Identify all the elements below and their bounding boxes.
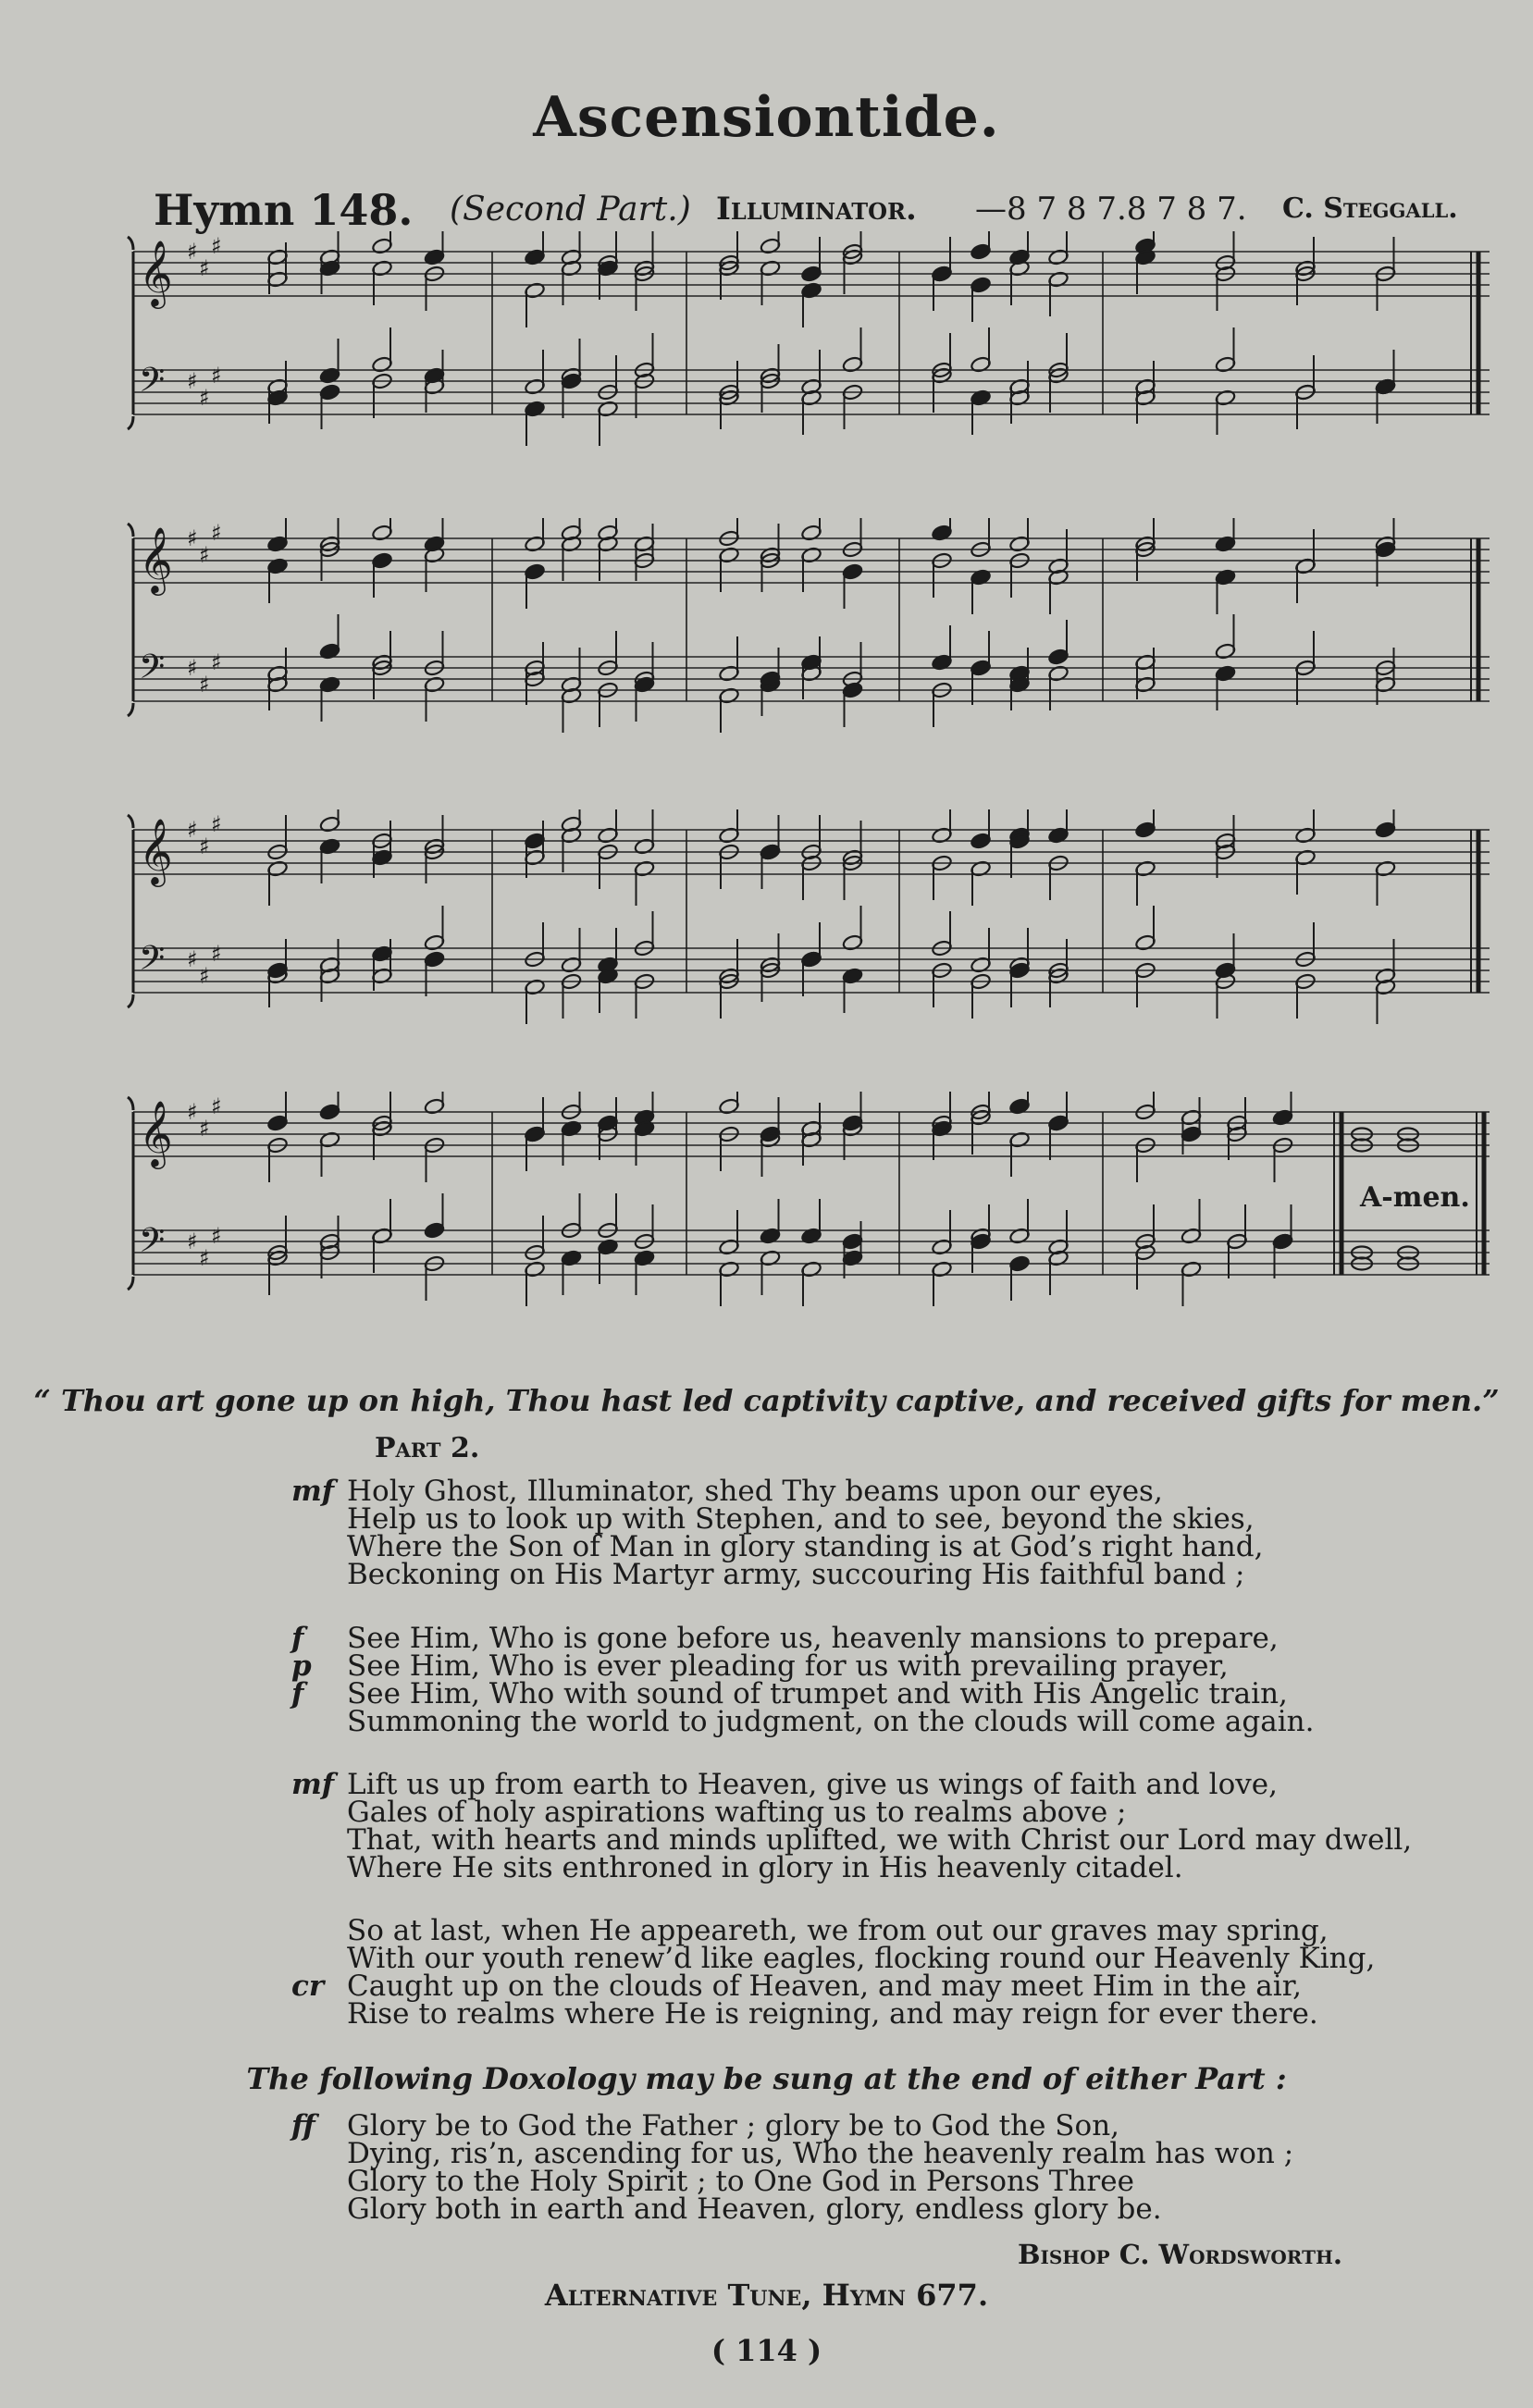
- dynamic-marking: f: [291, 1677, 304, 1710]
- verse-text: Lift us up from earth to Heaven, give us wings of faith and love,: [347, 1768, 1278, 1801]
- dynamic-marking: p: [291, 1649, 312, 1683]
- sharp-icon: ♯: [199, 1116, 210, 1142]
- meter: —8 7 8 7.8 7 8 7.: [975, 191, 1247, 228]
- verse-text: Beckoning on His Martyr army, succouring His faithful band ;: [347, 1558, 1245, 1591]
- verse-text: Glory to the Holy Spirit ; to One God in Persons Three: [347, 2165, 1134, 2198]
- sharp-icon: ♯: [199, 1245, 210, 1271]
- verse-4: [291, 1914, 1457, 2031]
- tune-name: Illuminator.: [716, 191, 917, 228]
- verse-text: Dying, ris’n, ascending for us, Who the heavenly realm has won ;: [347, 2137, 1294, 2170]
- verse-text: With our youth renew’d like eagles, flocking round our Heavenly King,: [347, 1942, 1376, 1975]
- verse-text: Where He sits enthroned in glory in His heavenly citadel.: [347, 1851, 1183, 1884]
- brace-icon: [128, 524, 133, 537]
- score-svg: [122, 809, 1501, 1059]
- music-system-4: [122, 1092, 1501, 1341]
- treble-clef-icon: 𝄞: [139, 817, 173, 884]
- verse-line: [291, 2192, 1457, 2226]
- sharp-icon: ♯: [211, 941, 222, 967]
- sharp-icon: ♯: [199, 672, 210, 698]
- music-system-1: [122, 231, 1501, 481]
- page-title: Ascensiontide.: [533, 85, 1000, 150]
- verse-text: So at last, when He appeareth, we from out our graves may spring,: [347, 1914, 1329, 1947]
- verse-2: [291, 1622, 1457, 1738]
- part-label: Part 2.: [375, 1432, 480, 1464]
- verse-line: [291, 1622, 1457, 1655]
- verse-text: Holy Ghost, Illuminator, shed Thy beams upon our eyes,: [347, 1475, 1163, 1508]
- dynamic-marking: mf: [291, 1475, 335, 1508]
- dynamic-marking: ff: [291, 2109, 315, 2143]
- hymn-number: Hymn 148.: [154, 185, 414, 235]
- verse-text: Caught up on the clouds of Heaven, and may meet Him in the air,: [347, 1970, 1302, 2003]
- verse-line: [291, 1997, 1457, 2031]
- sharp-icon: ♯: [187, 525, 198, 551]
- sharp-icon: ♯: [187, 817, 198, 843]
- verse-line: [291, 1677, 1457, 1710]
- music-system-3: [122, 809, 1501, 1059]
- verse-text: Summoning the world to judgment, on the clouds will come again.: [347, 1705, 1315, 1738]
- brace-icon: [128, 237, 133, 250]
- bass-clef-icon: 𝄢: [139, 939, 166, 986]
- composer: C. Steggall.: [1282, 192, 1458, 225]
- brace-icon: [128, 1277, 133, 1290]
- treble-clef-icon: 𝄞: [139, 525, 173, 593]
- dynamic-marking: mf: [291, 1768, 335, 1801]
- author-credit: Bishop C. Wordsworth.: [1018, 2239, 1342, 2270]
- sharp-icon: ♯: [199, 255, 210, 281]
- verse-text: Rise to realms where He is reigning, and may reign for ever there.: [347, 1997, 1318, 2031]
- verse-line: [291, 1502, 1457, 1536]
- score-svg: [122, 231, 1501, 481]
- verse-line: [291, 2137, 1457, 2170]
- bass-clef-icon: 𝄢: [139, 361, 166, 408]
- verse-1: [291, 1475, 1457, 1591]
- brace-icon: [128, 815, 133, 828]
- treble-clef-icon: 𝄞: [139, 239, 173, 306]
- sharp-icon: ♯: [199, 542, 210, 568]
- verse-text: See Him, Who is ever pleading for us with prevailing prayer,: [347, 1649, 1229, 1683]
- verse-line: [291, 1768, 1457, 1801]
- verse-text: Glory both in earth and Heaven, glory, endless glory be.: [347, 2192, 1162, 2226]
- brace-icon: [128, 416, 133, 429]
- sharp-icon: ♯: [187, 239, 198, 265]
- treble-clef-icon: 𝄞: [139, 1099, 173, 1167]
- sharp-icon: ♯: [187, 368, 198, 394]
- verse-line: [291, 1823, 1457, 1857]
- page-number: ( 114 ): [711, 2333, 822, 2368]
- score-svg: [122, 518, 1501, 768]
- music-system-2: [122, 518, 1501, 768]
- verse-line: [291, 2109, 1457, 2143]
- sharp-icon: ♯: [199, 963, 210, 989]
- verse-line: [291, 1796, 1457, 1829]
- brace-icon: [128, 703, 133, 716]
- sharp-icon: ♯: [211, 363, 222, 389]
- verse-line: [291, 1475, 1457, 1508]
- sharp-icon: ♯: [187, 946, 198, 972]
- epigraph: “ Thou art gone up on high, Thou hast led captivity captive, and received gifts for men.”: [33, 1383, 1500, 1418]
- doxology-verse: [291, 2109, 1457, 2226]
- sharp-icon: ♯: [211, 520, 222, 546]
- hymn-part: (Second Part.): [450, 191, 691, 228]
- verse-3: [291, 1768, 1457, 1884]
- verse-line: [291, 1851, 1457, 1884]
- sharp-icon: ♯: [187, 1229, 198, 1254]
- verse-line: [291, 1942, 1457, 1975]
- sharp-icon: ♯: [187, 655, 198, 681]
- verse-text: Help us to look up with Stephen, and to see, beyond the skies,: [347, 1502, 1255, 1536]
- verse-line: [291, 1914, 1457, 1947]
- verse-text: See Him, Who with sound of trumpet and with His Angelic train,: [347, 1677, 1288, 1710]
- bass-clef-icon: 𝄢: [139, 648, 166, 695]
- sharp-icon: ♯: [211, 1223, 222, 1249]
- doxology-note: The following Doxology may be sung at the end of either Part :: [246, 2061, 1287, 2096]
- verse-text: Gales of holy aspirations wafting us to realms above ;: [347, 1796, 1127, 1829]
- sharp-icon: ♯: [199, 834, 210, 859]
- verse-text: See Him, Who is gone before us, heavenly mansions to prepare,: [347, 1622, 1279, 1655]
- verse-line: [291, 1970, 1457, 2003]
- dynamic-marking: cr: [291, 1970, 325, 2003]
- amen-label: A-men.: [1360, 1181, 1470, 1214]
- dynamic-marking: f: [291, 1622, 304, 1655]
- verse-text: That, with hearts and minds uplifted, we with Christ our Lord may dwell,: [347, 1823, 1413, 1857]
- brace-icon: [128, 1097, 133, 1110]
- verse-line: [291, 1530, 1457, 1563]
- sharp-icon: ♯: [211, 649, 222, 675]
- verse-line: [291, 1705, 1457, 1738]
- bass-clef-icon: 𝄢: [139, 1221, 166, 1268]
- verse-text: Where the Son of Man in glory standing is at God’s right hand,: [347, 1530, 1264, 1563]
- sharp-icon: ♯: [211, 811, 222, 837]
- brace-icon: [128, 994, 133, 1007]
- verse-text: Glory be to God the Father ; glory be to God the Son,: [347, 2109, 1120, 2143]
- sharp-icon: ♯: [187, 1099, 198, 1125]
- score-svg: [122, 1092, 1501, 1341]
- verse-line: [291, 1558, 1457, 1591]
- sharp-icon: ♯: [211, 233, 222, 259]
- alternative-tune: Alternative Tune, Hymn 677.: [544, 2278, 989, 2313]
- sharp-icon: ♯: [199, 385, 210, 411]
- verse-line: [291, 1649, 1457, 1683]
- sharp-icon: ♯: [211, 1093, 222, 1119]
- verse-line: [291, 2165, 1457, 2198]
